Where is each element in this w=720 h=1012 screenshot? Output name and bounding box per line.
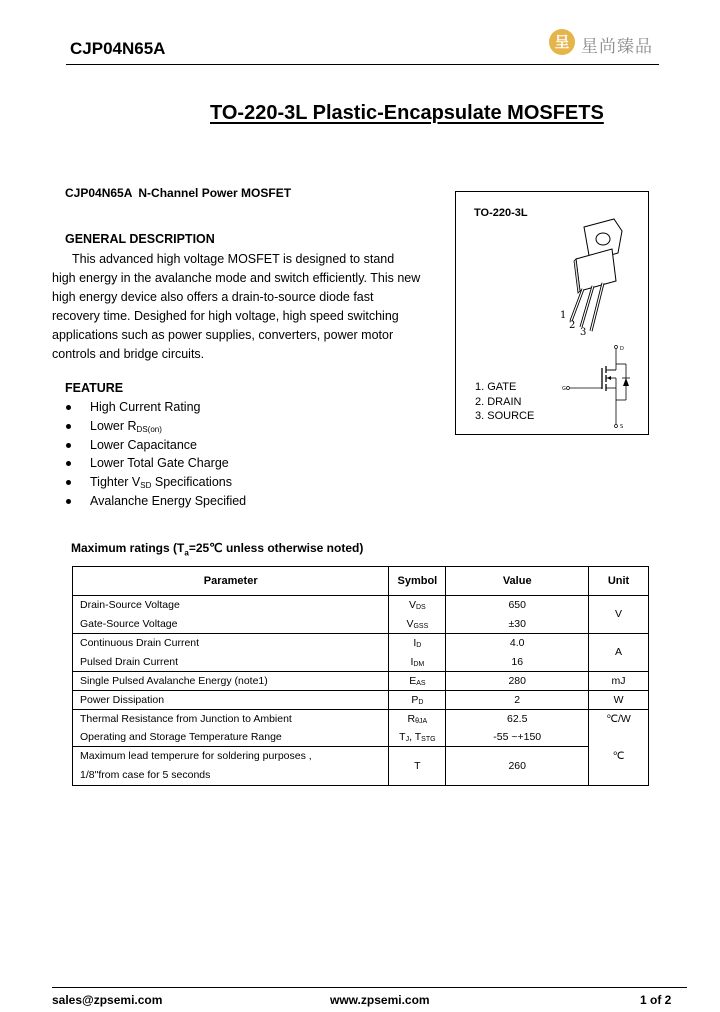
header-divider xyxy=(66,64,659,65)
feature-item: Lower $R_{DS(on)}$ xyxy=(65,417,246,436)
subtitle-desc: N-Channel Power MOSFET xyxy=(138,186,292,200)
unit-cell: V xyxy=(589,596,649,634)
unit-cell: W xyxy=(589,690,649,709)
subtitle-part: CJP04N65A xyxy=(65,186,133,200)
feature-heading: FEATURE xyxy=(65,381,124,395)
table-row: Single Pulsed Avalanche Energy (note1) $E_{AS}$ 280 mJ xyxy=(73,672,649,691)
logo-mark-icon: 呈 xyxy=(549,29,575,55)
column-header: Parameter xyxy=(73,567,389,596)
table-row: Thermal Resistance from Junction to Ambient $R_{\theta JA}$ 62.5 ℃/W xyxy=(73,709,649,728)
page-number: 1 of 2 xyxy=(640,993,672,1007)
pin-labels xyxy=(475,380,534,424)
feature-item: Lower Capacitance xyxy=(65,436,246,455)
description-line: applications such as power supplies, converters, power motor xyxy=(52,328,394,342)
pin-number: 1 xyxy=(560,310,567,321)
description-line: high energy in the avalanche mode and switch efficiently. This new xyxy=(52,271,421,285)
mosfet-symbol-icon xyxy=(564,344,644,430)
description-line: This advanced high voltage MOSFET is designed to stand xyxy=(72,252,395,266)
unit-cell: A xyxy=(589,634,649,672)
package-box xyxy=(455,191,649,435)
device-subtitle xyxy=(65,186,291,200)
unit-cell: ℃/W xyxy=(589,709,649,728)
footer-website[interactable]: www.zpsemi.com xyxy=(330,993,430,1007)
document-title: TO-220-3L Plastic-Encapsulate MOSFETS xyxy=(210,102,604,124)
table-row: Pulsed Drain Current $I_{DM}$ 16 xyxy=(73,653,649,672)
part-number: CJP04N65A xyxy=(70,39,166,58)
feature-list xyxy=(65,398,246,511)
unit-cell: ℃ xyxy=(589,728,649,786)
source-pin-letter: S xyxy=(620,424,624,430)
maximum-ratings-table xyxy=(72,566,649,786)
footer-divider xyxy=(52,987,687,988)
description-line: recovery time. Desighed for high voltage, high speed switching xyxy=(52,309,399,323)
pin-label-gate: 1. GATE xyxy=(475,381,517,393)
package-title: TO-220-3L xyxy=(474,207,528,219)
description-line: high energy device also offers a drain-to-source diode fast xyxy=(52,290,374,304)
column-header: Value xyxy=(446,567,589,596)
table-row: Gate-Source Voltage $V_{GSS}$ ±30 xyxy=(73,615,649,634)
unit-cell: mJ xyxy=(589,672,649,691)
column-header: Unit xyxy=(589,567,649,596)
pin-label-drain: 2. DRAIN xyxy=(475,395,522,408)
company-logo xyxy=(549,29,669,57)
description-line: controls and bridge circuits. xyxy=(52,347,205,361)
logo-text: 星尚臻品 xyxy=(581,37,653,57)
column-header: Symbol xyxy=(389,567,446,596)
table-row: Power Dissipation $P_D$ 2 W xyxy=(73,690,649,709)
feature-item: Lower Total Gate Charge xyxy=(65,454,246,473)
table-row: Operating and Storage Temperature Range $T_J$, $T_{STG}$ -55 ~+150 ℃ xyxy=(73,728,649,747)
pin-label-source: 3. SOURCE xyxy=(475,410,535,422)
feature-item: Tighter $V_{SD}$ Specifications xyxy=(65,473,246,492)
table-row: Continuous Drain Current $I_D$ 4.0 A xyxy=(73,634,649,653)
ratings-heading: Maximum ratings ($T_a=25℃$ unless otherwise noted) xyxy=(71,541,364,558)
drain-pin-letter: D xyxy=(620,346,624,352)
pin-number: 2 xyxy=(569,320,576,331)
to220-package-drawing xyxy=(556,217,636,337)
general-description-text xyxy=(52,250,420,364)
general-description-heading: GENERAL DESCRIPTION xyxy=(65,232,215,246)
table-row: Drain-Source Voltage $V_{DS}$ 650 V xyxy=(73,596,649,615)
feature-item: Avalanche Energy Specified xyxy=(65,492,246,511)
table-header-row xyxy=(73,567,649,596)
pin-number: 3 xyxy=(580,327,587,338)
footer-email[interactable]: sales@zpsemi.com xyxy=(52,993,163,1007)
table-row: Maximum lead temperure for soldering purposes , 1/8"from case for 5 seconds T 260 xyxy=(73,747,649,786)
feature-item: High Current Rating xyxy=(65,398,246,417)
gate-pin-letter: G xyxy=(562,386,566,392)
